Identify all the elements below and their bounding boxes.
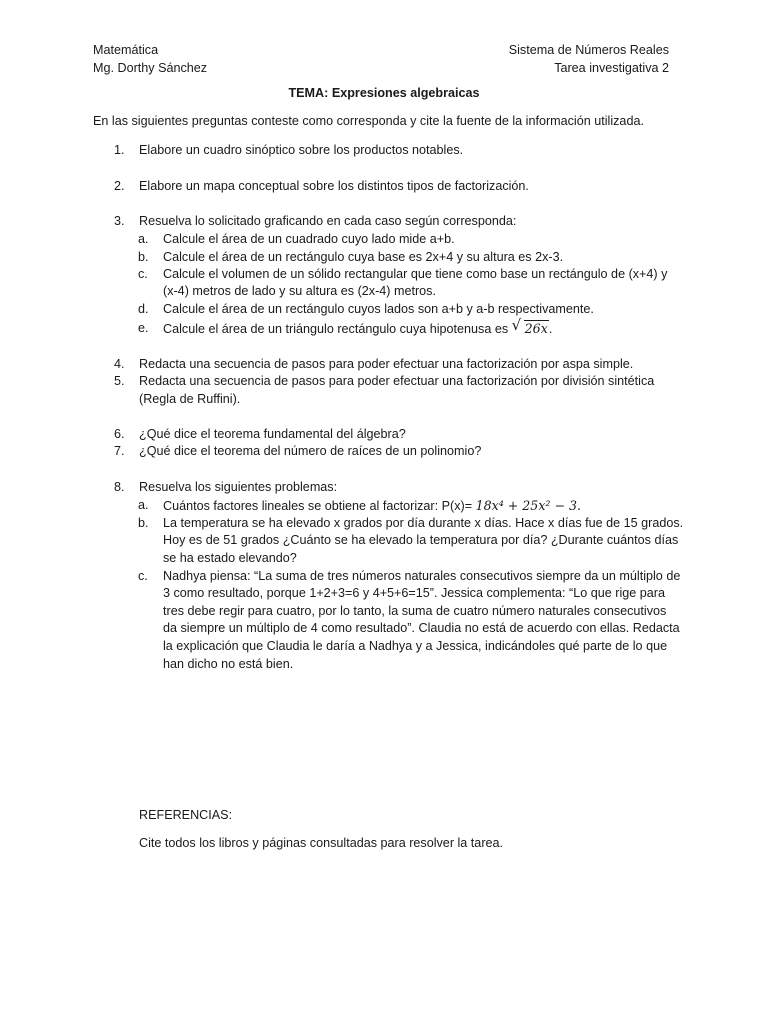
question-text: Resuelva lo solicitado graficando en cada caso según corresponda: [139,214,517,228]
item-text-end: . [548,322,553,336]
header-right [509,41,669,77]
item-text-line-2: (x-4) metros de lado y su altura es (2x-4) metros. [163,284,436,298]
question-text: Elabore un mapa conceptual sobre los distintos tipos de factorización. [139,179,529,193]
question-number: 7. [114,444,125,458]
item-text: Calcule el área de un rectángulo cuyos lados son a+b y a-b respectivamente. [163,302,594,316]
item-text-line-3: se ha estado elevando? [163,551,297,565]
question-text-line-1: Redacta una secuencia de pasos para poder efectuar una factorización por división sintética [139,374,655,388]
item-text-line-6: han dicho no está bien. [163,657,294,671]
item-text-line-3: tres debe regir para cuatro, por lo tanto, la suma de cuatro número naturales consecutivos [163,604,667,618]
item-label: a. [138,498,149,512]
item-text [163,497,703,516]
radical-sign-icon: √ [511,316,522,334]
teacher-name: Mg. Dorthy Sánchez [93,61,208,75]
item-text-line-1: Calcule el volumen de un sólido rectangular que tiene como base un rectángulo de (x+4) y [163,267,668,281]
item-text-line-2: 3 como resultado, porque 1+2+3=6 y 4+5+6=15”. Jessica complementa: “Lo que rige para [163,586,665,600]
question-text: Resuelva los siguientes problemas: [139,480,338,494]
item-text: Calcule el área de un cuadrado cuyo lado mide a+b. [163,232,455,246]
item-label: b. [138,516,149,530]
question-number: 3. [114,214,125,228]
item-text: Calcule el área de un rectángulo cuya base es 2x+4 y su altura es 2x-3. [163,250,564,264]
item-label: e. [138,321,149,335]
question-text-line-2: (Regla de Ruffini). [139,392,241,406]
item-text-prefix: Calcule el área de un triángulo rectángulo cuya hipotenusa es [163,322,512,336]
question-text: ¿Qué dice el teorema fundamental del álgebra? [139,427,406,441]
item-text-prefix: Cuántos factores lineales se obtiene al factorizar: P(x)= [163,499,476,513]
course-name: Matemática [93,43,159,57]
unit-name: Sistema de Números Reales [508,43,669,57]
intro-text: En las siguientes preguntas conteste como corresponda y cite la fuente de la información utilizada. [93,114,644,128]
question-text: ¿Qué dice el teorema del número de raíces de un polinomio? [139,444,482,458]
question-text: Redacta una secuencia de pasos para poder efectuar una factorización por aspa simple. [139,357,634,371]
item-text-line-1: Nadhya piensa: “La suma de tres números naturales consecutivos siempre da un múltiplo de [163,569,681,583]
question-number: 6. [114,427,125,441]
assignment-name: Tarea investigativa 2 [554,61,669,75]
question-number: 4. [114,357,125,371]
item-text-line-2: Hoy es de 51 grados ¿Cuánto se ha elevado la temperatura por día? ¿Durante cuántos días [163,533,679,547]
question-number: 2. [114,179,125,193]
question-number: 5. [114,374,125,388]
question-number: 1. [114,143,125,157]
square-root-expression [511,316,549,338]
item-label: a. [138,232,149,246]
header-left [93,41,207,77]
item-text-line-5: la explicación que Claudia le daría a Nadhya y a Jessica, indicándoles qué parte de lo que [163,639,668,653]
item-label: c. [138,569,148,583]
item-text-line-4: da siempre un múltiplo de 4 como resultado”. Claudia no está de acuerdo con ellas. Redacta [163,621,680,635]
item-label: c. [138,267,148,281]
question-number: 8. [114,480,125,494]
polynomial-expression: 18x⁴ + 25x² − 3. [475,498,582,513]
item-text-line-1: La temperatura se ha elevado x grados por día durante x días. Hace x días fue de 15 grados. [163,516,684,530]
item-label: d. [138,302,149,316]
item-label: b. [138,250,149,264]
question-text: Elabore un cuadro sinóptico sobre los productos notables. [139,143,464,157]
references-heading: REFERENCIAS: [139,808,233,822]
page-title: TEMA: Expresiones algebraicas [288,86,480,100]
radicand: 26x [524,321,548,336]
item-text [163,316,703,339]
references-text: Cite todos los libros y páginas consultadas para resolver la tarea. [139,836,504,850]
